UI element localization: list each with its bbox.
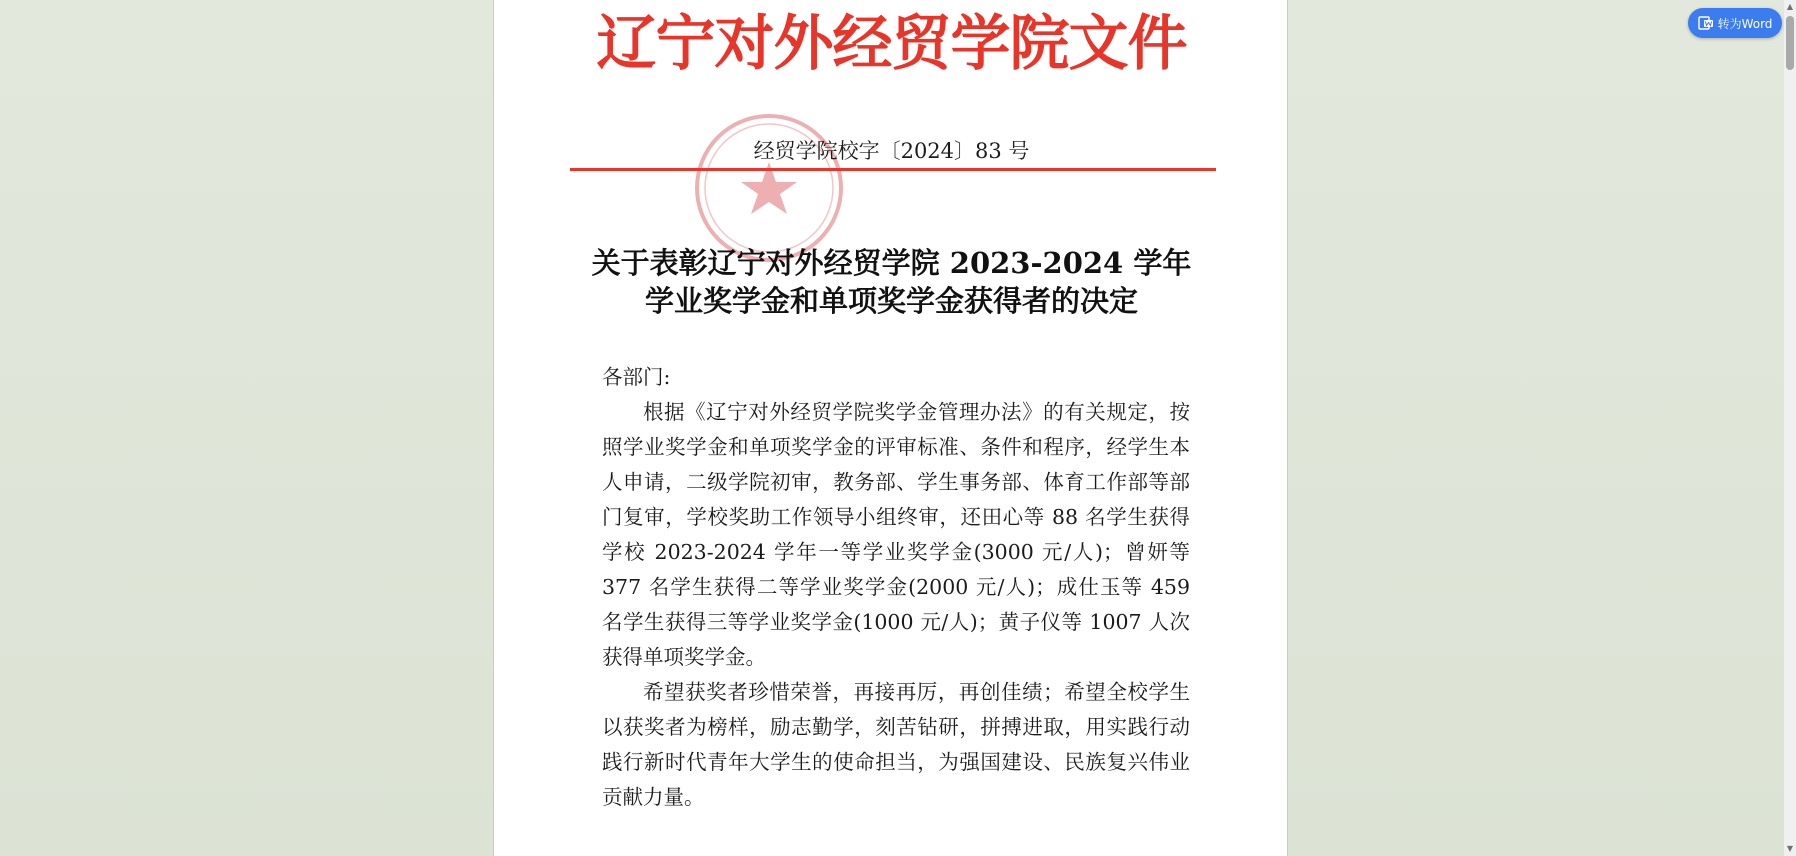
scrollbar-thumb[interactable]	[1786, 16, 1794, 70]
document-header-title: 辽宁对外经贸学院文件	[596, 9, 1187, 79]
red-divider	[570, 168, 1216, 171]
word-doc-icon	[1698, 15, 1714, 31]
document-title-line-2: 学业奖学金和单项奖学金获得者的决定	[644, 284, 1138, 318]
body-paragraph-1: 根据《辽宁对外经贸学院奖学金管理办法》的有关规定，按照学业奖学金和单项奖学金的评审标准、条件和程序，经学生本人申请，二级学院初审，教务部、学生事务部、体育工作部等部门复审，学校奖助工作领导小组终审，还田心等 88 名学生获得学校 2023-2024 学年一等学业奖学金(3000 元/人)；曾妍等 377 名学生获得二等学业奖学金(2000 元/人)；成仕玉等 459 名学生获得三等学业奖学金(1000 元/人)；黄子仪等 1007 人次获得单项奖学金。	[602, 400, 1190, 669]
body-paragraph-2: 希望获奖者珍惜荣誉，再接再厉，再创佳绩；希望全校学生以获奖者为榜样，励志勤学，刻苦钻研，拼搏进取，用实践行动践行新时代青年大学生的使命担当，为强国建设、民族复兴伟业贡献力量。	[602, 680, 1190, 809]
document-page	[493, 0, 1288, 856]
convert-to-word-button[interactable]	[1688, 8, 1782, 38]
salutation: 各部门:	[602, 365, 671, 389]
vertical-scrollbar[interactable]	[1784, 0, 1796, 856]
scroll-down-icon[interactable]: ▼	[1786, 844, 1794, 853]
official-seal-icon	[691, 110, 847, 266]
scroll-up-icon[interactable]: ▲	[1786, 2, 1794, 11]
document-title	[494, 244, 1289, 320]
document-title-line-1: 关于表彰辽宁对外经贸学院 2023-2024 学年	[591, 246, 1192, 280]
convert-to-word-label: 转为Word	[1717, 16, 1773, 31]
document-number: 经贸学院校字〔2024〕83 号	[753, 139, 1030, 163]
document-body	[602, 360, 1190, 815]
